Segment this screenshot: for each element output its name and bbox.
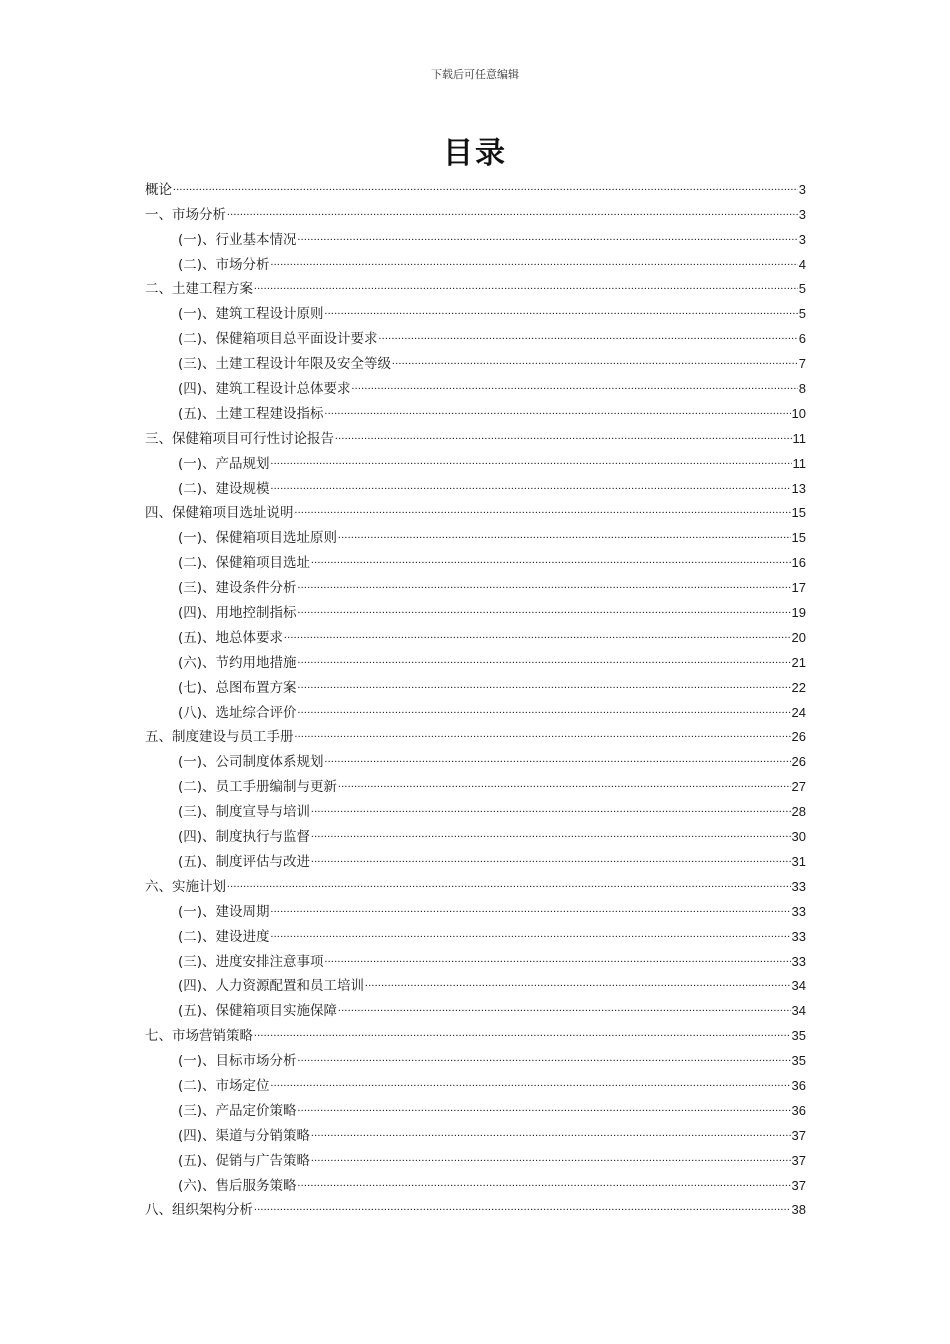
toc-entry[interactable]: [145, 374, 806, 399]
toc-page-number: 31: [791, 853, 806, 869]
toc-entry-label: (二)、建设规模: [178, 480, 270, 497]
toc-entry[interactable]: [145, 698, 806, 723]
toc-entry-label: 三、保健箱项目可行性讨论报告: [145, 430, 334, 447]
toc-entry-label: (六)、节约用地措施: [178, 654, 297, 671]
toc-page-number: 30: [791, 829, 806, 845]
toc-page-number: 27: [791, 779, 806, 795]
toc-entry[interactable]: [145, 747, 806, 772]
toc-entry-label: 七、市场营销策略: [145, 1028, 253, 1045]
toc-entry[interactable]: [145, 474, 806, 499]
toc-page-number: 34: [791, 978, 806, 994]
toc-leader-dots: [325, 948, 791, 969]
toc-entry-label: (二)、员工手册编制与更新: [178, 779, 338, 796]
toc-leader-dots: [295, 499, 791, 520]
toc-entry-label: (三)、土建工程设计年限及安全等级: [178, 356, 392, 373]
toc-page-number: 35: [791, 1028, 806, 1044]
toc-page-number: 34: [791, 1003, 806, 1019]
toc-entry[interactable]: [145, 399, 806, 424]
toc-page-number: 13: [791, 480, 806, 496]
toc-entry[interactable]: [145, 523, 806, 548]
toc-leader-dots: [298, 1097, 791, 1118]
toc-entry-label: (五)、促销与广告策略: [178, 1152, 311, 1169]
toc-entry[interactable]: [145, 723, 806, 748]
toc-entry[interactable]: [145, 324, 806, 349]
toc-entry[interactable]: [145, 1121, 806, 1146]
toc-leader-dots: [365, 972, 790, 993]
toc-page-number: 10: [791, 405, 806, 421]
toc-page-number: 37: [791, 1177, 806, 1193]
toc-leader-dots: [298, 699, 791, 720]
toc-entry[interactable]: [145, 1196, 806, 1221]
toc-entry-label: 六、实施计划: [145, 878, 226, 895]
toc-entry-label: (六)、售后服务策略: [178, 1177, 297, 1194]
toc-entry-label: (一)、保健箱项目选址原则: [178, 530, 338, 547]
toc-page-number: 6: [798, 331, 806, 347]
toc-page-number: 36: [791, 1102, 806, 1118]
toc-entry-label: 概论: [145, 181, 172, 198]
toc-entry[interactable]: [145, 548, 806, 573]
toc-entry[interactable]: [145, 922, 806, 947]
toc-entry[interactable]: [145, 822, 806, 847]
toc-leader-dots: [284, 624, 790, 645]
toc-entry[interactable]: [145, 872, 806, 897]
toc-page-number: 33: [791, 928, 806, 944]
toc-entry[interactable]: [145, 449, 806, 474]
toc-entry[interactable]: [145, 772, 806, 797]
toc-leader-dots: [271, 450, 792, 471]
toc-leader-dots: [335, 425, 792, 446]
toc-page-number: 21: [791, 654, 806, 670]
toc-entry-label: (四)、建筑工程设计总体要求: [178, 381, 351, 398]
toc-entry-label: (三)、制度宣导与培训: [178, 804, 311, 821]
toc-entry-label: (三)、产品定价策略: [178, 1102, 297, 1119]
toc-entry-label: (二)、市场分析: [178, 256, 270, 273]
toc-page-number: 16: [791, 555, 806, 571]
toc-page-number: 20: [791, 629, 806, 645]
toc-page-number: 28: [791, 804, 806, 820]
toc-entry[interactable]: [145, 947, 806, 972]
toc-entry-label: (五)、保健箱项目实施保障: [178, 1003, 338, 1020]
toc-page-number: 3: [798, 206, 806, 222]
toc-entry[interactable]: [145, 1046, 806, 1071]
toc-entry-label: (三)、建设条件分析: [178, 580, 297, 597]
toc-entry[interactable]: [145, 175, 806, 200]
toc-page-number: 35: [791, 1053, 806, 1069]
toc-page-number: 8: [798, 381, 806, 397]
toc-leader-dots: [298, 1172, 791, 1193]
toc-entry[interactable]: [145, 996, 806, 1021]
toc-page-number: 5: [798, 281, 806, 297]
toc-leader-dots: [352, 375, 798, 396]
toc-page-number: 33: [791, 903, 806, 919]
toc-entry-label: (五)、地总体要求: [178, 629, 284, 646]
toc-page-number: 19: [791, 605, 806, 621]
toc-entry[interactable]: [145, 349, 806, 374]
toc-leader-dots: [271, 251, 798, 272]
toc-page-number: 15: [791, 530, 806, 546]
toc-entry-label: (三)、进度安排注意事项: [178, 953, 324, 970]
toc-entry[interactable]: [145, 299, 806, 324]
toc-leader-dots: [338, 524, 790, 545]
toc-leader-dots: [311, 798, 790, 819]
toc-entry[interactable]: [145, 1171, 806, 1196]
toc-leader-dots: [311, 848, 790, 869]
toc-page-number: 26: [791, 729, 806, 745]
toc-entry[interactable]: [145, 200, 806, 225]
toc-page-number: 37: [791, 1127, 806, 1143]
toc-page-number: 37: [791, 1152, 806, 1168]
toc-entry[interactable]: [145, 673, 806, 698]
toc-entry[interactable]: [145, 897, 806, 922]
toc-leader-dots: [271, 1072, 791, 1093]
toc-entry-label: 一、市场分析: [145, 206, 226, 223]
toc-entry-label: 四、保健箱项目选址说明: [145, 505, 294, 522]
toc-entry[interactable]: [145, 250, 806, 275]
toc-leader-dots: [338, 773, 790, 794]
toc-entry-label: (二)、保健箱项目选址: [178, 555, 311, 572]
toc-page-number: 7: [798, 356, 806, 372]
toc-leader-dots: [271, 923, 791, 944]
toc-leader-dots: [325, 400, 791, 421]
toc-leader-dots: [311, 1147, 790, 1168]
toc-entry-label: (一)、建设周期: [178, 903, 270, 920]
toc-entry[interactable]: [145, 797, 806, 822]
toc-entry[interactable]: [145, 225, 806, 250]
toc-entry[interactable]: [145, 972, 806, 997]
toc-leader-dots: [298, 574, 791, 595]
toc-leader-dots: [298, 674, 791, 695]
toc-entry[interactable]: [145, 573, 806, 598]
toc-entry-label: (二)、保健箱项目总平面设计要求: [178, 331, 378, 348]
toc-entry-label: (四)、渠道与分销策略: [178, 1127, 311, 1144]
toc-page-number: 22: [791, 679, 806, 695]
toc-page-number: 26: [791, 754, 806, 770]
toc-page-number: 38: [791, 1202, 806, 1218]
toc-page-number: 36: [791, 1077, 806, 1093]
toc-leader-dots: [254, 1196, 791, 1217]
toc-leader-dots: [173, 176, 798, 197]
toc-page-number: 3: [798, 231, 806, 247]
toc-entry-label: (二)、市场定位: [178, 1077, 270, 1094]
toc-entry-label: (一)、公司制度体系规划: [178, 754, 324, 771]
toc-leader-dots: [271, 475, 791, 496]
toc-page-number: 11: [792, 455, 806, 471]
toc-entry[interactable]: [145, 1021, 806, 1046]
toc-entry-label: (一)、行业基本情况: [178, 231, 297, 248]
toc-leader-dots: [254, 1022, 791, 1043]
toc-entry[interactable]: [145, 1146, 806, 1171]
toc-entry-label: (八)、选址综合评价: [178, 704, 297, 721]
toc-entry[interactable]: [145, 424, 806, 449]
toc-leader-dots: [298, 1047, 791, 1068]
toc-leader-dots: [298, 226, 798, 247]
toc-leader-dots: [311, 549, 790, 570]
toc-leader-dots: [298, 599, 791, 620]
toc-entry[interactable]: [145, 623, 806, 648]
toc-leader-dots: [295, 723, 791, 744]
table-of-contents: [145, 175, 806, 1220]
toc-entry-label: (五)、制度评估与改进: [178, 853, 311, 870]
toc-page-number: 33: [791, 878, 806, 894]
toc-entry-label: (四)、制度执行与监督: [178, 829, 311, 846]
toc-entry-label: (一)、产品规划: [178, 455, 270, 472]
toc-entry[interactable]: [145, 1096, 806, 1121]
toc-leader-dots: [271, 898, 791, 919]
toc-entry[interactable]: [145, 648, 806, 673]
toc-entry-label: (一)、建筑工程设计原则: [178, 306, 324, 323]
toc-leader-dots: [325, 300, 798, 321]
toc-entry-label: (四)、用地控制指标: [178, 605, 297, 622]
toc-leader-dots: [227, 873, 791, 894]
toc-page-number: 24: [791, 704, 806, 720]
toc-entry-label: (一)、目标市场分析: [178, 1053, 297, 1070]
page-header-text: 下载后可任意编辑: [431, 68, 519, 81]
toc-page-number: 3: [798, 181, 806, 197]
toc-leader-dots: [254, 275, 798, 296]
toc-entry-label: (五)、土建工程建设指标: [178, 405, 324, 422]
toc-entry[interactable]: [145, 847, 806, 872]
toc-page-number: 11: [792, 430, 806, 446]
toc-entry[interactable]: [145, 275, 806, 300]
toc-leader-dots: [338, 997, 790, 1018]
toc-leader-dots: [325, 748, 791, 769]
toc-entry-label: (四)、人力资源配置和员工培训: [178, 978, 365, 995]
toc-entry[interactable]: [145, 598, 806, 623]
toc-leader-dots: [298, 649, 791, 670]
toc-leader-dots: [311, 1122, 790, 1143]
toc-entry[interactable]: [145, 1071, 806, 1096]
toc-leader-dots: [311, 823, 790, 844]
toc-page-number: 15: [791, 505, 806, 521]
toc-page-number: 4: [798, 256, 806, 272]
toc-leader-dots: [392, 350, 798, 371]
toc-page-number: 5: [798, 306, 806, 322]
toc-entry-label: 二、土建工程方案: [145, 281, 253, 298]
toc-leader-dots: [227, 201, 798, 222]
toc-entry-label: (七)、总图布置方案: [178, 679, 297, 696]
toc-entry-label: 五、制度建设与员工手册: [145, 729, 294, 746]
toc-leader-dots: [379, 325, 798, 346]
toc-page-number: 33: [791, 953, 806, 969]
toc-page-number: 17: [791, 580, 806, 596]
toc-entry-label: (二)、建设进度: [178, 928, 270, 945]
toc-entry[interactable]: [145, 499, 806, 524]
toc-entry-label: 八、组织架构分析: [145, 1202, 253, 1219]
page-title: 目录: [443, 136, 507, 171]
